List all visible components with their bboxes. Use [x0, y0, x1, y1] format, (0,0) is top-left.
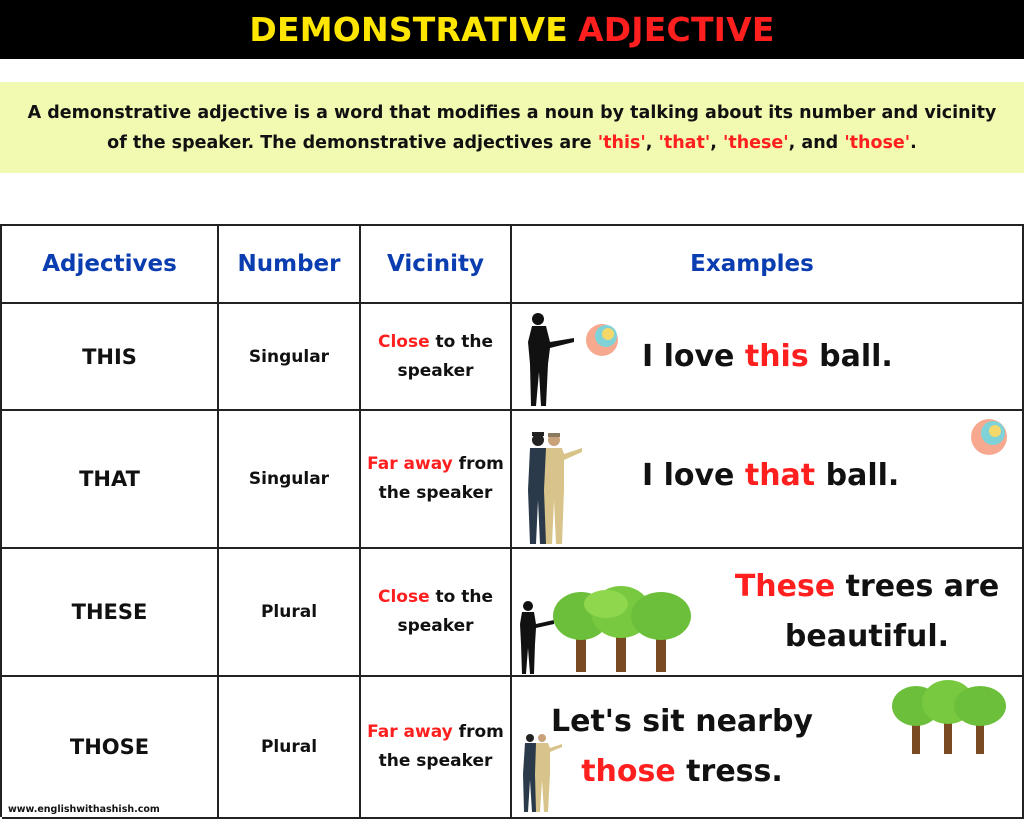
header-number: Number	[219, 226, 361, 304]
table-row-this-vicinity: Close to the speaker	[361, 304, 512, 411]
title-part-1: DEMONSTRATIVE	[249, 10, 568, 49]
definition-line-2: of the speaker. The demonstrative adjectives are 'this', 'that', 'these', and 'those'.	[107, 132, 917, 153]
two-men-pointing-icon	[524, 430, 584, 548]
table-row-those-example: Let's sit nearby those tress.	[512, 677, 1024, 819]
header-adjectives: Adjectives	[2, 226, 219, 304]
table-row-that-adjective: THAT	[2, 411, 219, 549]
table-row-this-adjective: THIS	[2, 304, 219, 411]
man-and-trees-icon	[516, 586, 706, 676]
far-trees-icon	[886, 680, 1012, 756]
table-row-those-adjective: THOSE	[2, 677, 219, 819]
title-part-2: ADJECTIVE	[577, 10, 775, 49]
table-row-these-vicinity: Close to the speaker	[361, 549, 512, 677]
table-row-that-example: I love that ball.	[512, 411, 1024, 549]
adjective-table	[0, 224, 1024, 817]
table-row-that-vicinity: Far away from the speaker	[361, 411, 512, 549]
two-men-small-icon	[520, 730, 564, 815]
definition-box	[0, 82, 1024, 173]
table-row-this-number: Singular	[219, 304, 361, 411]
watermark-url: www.englishwithashish.com	[8, 804, 160, 815]
title-banner	[0, 0, 1024, 59]
header-examples: Examples	[512, 226, 1024, 304]
man-pointing-icon	[524, 312, 619, 408]
header-vicinity: Vicinity	[361, 226, 512, 304]
table-row-these-adjective: THESE	[2, 549, 219, 677]
table-row-these-example: These trees are beautiful.	[512, 549, 1024, 677]
table-row-those-number: Plural	[219, 677, 361, 819]
table-row-that-number: Singular	[219, 411, 361, 549]
definition-line-1: A demonstrative adjective is a word that modifies a noun by talking about its number and vicinity	[27, 102, 997, 123]
table-row-those-vicinity: Far away from the speaker	[361, 677, 512, 819]
table-row-this-example: I love this ball.	[512, 304, 1024, 411]
table-row-these-number: Plural	[219, 549, 361, 677]
ball-icon	[968, 416, 1010, 458]
